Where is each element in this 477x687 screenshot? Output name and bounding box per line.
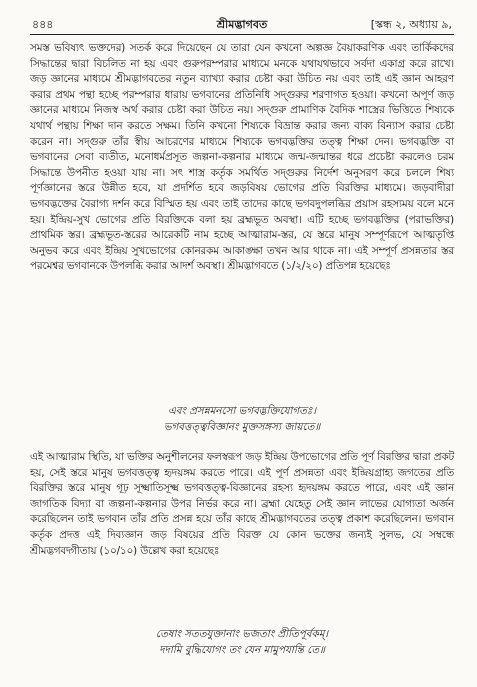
- canto-chapter-label: [স্কন্ধ ২, অধ্যায় ৯,: [370, 18, 452, 31]
- verse-line: এবং প্রসন্নমনসো ভগবদ্ভক্তিযোগতঃ।: [167, 405, 317, 417]
- commentary-paragraph-1: সমস্ত ভবিষ্যৎ ভক্তদের) সতর্ক করে দিয়েছেন যে তারা যেন কখনো অল্পজ্ঞ বৈয়াকরণিক এবং তার্কিকদের সিদ্ধান্তের দ্বারা বিচলিত না হয় এবং গুরুপরম্পরার মাধ্যমে মনকে যথাযথভাবে সর্বদা একাগ্র করে রাখে। জড় জ্ঞানের মাধ্যমে শ্রীমদ্ভাগবতের নতুন ব্যাখ্যা করার চেষ্টা করা উচিত নয় এবং তাই এই জ্ঞান আহরণ করার প্রথম পন্থা হচ্ছে পরম্পরার ধারায় ভগবানের প্রতিনিধি সদ্গুরুর শরণাগত হওয়া। কখনো অপূর্ণ জড় জ্ঞানের মাধ্যমে নিজস্ব অর্থ করার চেষ্টা করা উচিত নয়। সদ্গুরু প্রামাণিক বৈদিক শাস্ত্রের ভিত্তিতে শিষ্যকে যথার্থ পন্থায় শিক্ষা দান করতে সক্ষম। তিনি কখনো শিষ্যকে বিভ্রান্ত করার জন্য বাক্য বিন্যাস করার চেষ্টা করেন না। সদ্গুরু তাঁর স্বীয় আচরণের মাধ্যমে শিষ্যকে ভগবদ্ভক্তির তত্ত্ব শিক্ষা দেন। ভগবদ্ভক্তি বা ভগবানের সেবা ব্যতীত, মনোধর্মপ্রসূত জল্পনা-কল্পনার মাধ্যমে জন্ম-জন্মান্তর ধরে প্রচেষ্টা করলেও চরম সিদ্ধান্তে উপনীত হওয়া যায় না। সৎ শাস্ত্র কর্তৃক সমর্থিত সদ্গুরুর নির্দেশ অনুসরণ করে চললে শিষ্য পূর্ণজ্ঞানের স্তরে উন্নীত হবে, যা প্রদর্শিত হবে জড়বিষয় ভোগের প্রতি বিরক্তির মাধ্যমে। জড়বাদীরা ভগবদ্ভক্তের বৈরাগ্য দর্শন করে বিস্মিত হয় এবং তাই তাদের কাছে ভগবদুপলব্ধির প্রয়াস রহস্যময় বলে মনে হয়। ইন্দ্রিয়-সুখ ভোগের প্রতি বিরক্তিকে বলা হয় ব্রহ্মভূত অবস্থা। এটি হচ্ছে ভগবদ্ভক্তির (পরাভক্তির) প্রাথমিক স্তর। ব্রহ্মভূত-স্তরের আরেকটি নাম হচ্ছে আত্মারাম-স্তর, যে স্তরে মানুষ সম্পূর্ণরূপে আত্মতৃপ্তি অনুভব করে এবং ইন্দ্রিয় সুখভোগের কোনরকম আকাঙ্ক্ষা তখন আর থাকে না। এই সম্পূর্ণ প্রসন্নতার স্তর পরমেশ্বর ভগবানকে উপলব্ধি করার আদর্শ অবস্থা। শ্রীমদ্ভাগবতে (১/২/২০) প্রতিপন্ন হয়েছেঃ: [30, 42, 454, 273]
- page-number: ৪৪৪: [32, 18, 54, 31]
- verse-quote-1: [30, 403, 454, 435]
- verse-line: দদামি বুদ্ধিযোগং তং যেন মামুপযান্তি তে॥: [159, 644, 325, 656]
- verse-line: ভগবত্তত্ত্ববিজ্ঞানং মুক্তসঙ্গস্য জায়তে॥: [163, 421, 321, 433]
- book-title: শ্রীমদ্ভাগবত: [216, 18, 268, 31]
- commentary-paragraph-2: এই আত্মারাম স্থিতি, যা ভক্তির অনুশীলনের ফলস্বরূপ জড় ইন্দ্রিয় উপভোগের প্রতি পূর্ণ বিরক্তির দ্বারা প্রকট হয়, সেই স্তরে মানুষ ভগবত্তত্ত্ব হৃদয়ঙ্গম করতে পারে। এই পূর্ণ প্রসন্নতা এবং ইন্দ্রিয়গ্রাহ্য জগতের প্রতি বিরক্তির স্তরে মানুষ গূঢ় সূক্ষ্মাতিসূক্ষ্ম ভগবত্তত্ত্ব-বিজ্ঞানের রহস্য হৃদয়ঙ্গম করতে পারে, এবং এই জ্ঞান জাগতিক বিদ্যা বা জল্পনা-কল্পনার উপর নির্ভর করে না। ব্রহ্মা যেহেতু সেই জ্ঞান লাভের যোগ্যতা অর্জন করেছিলেন তাই ভগবান তাঁর প্রতি প্রসন্ন হয়ে তাঁর কাছে শ্রীমদ্ভাগবতের তত্ত্ব প্রকাশ করেছিলেন। ভগবান কর্তৃক প্রদত্ত এই দিব্যজ্ঞান জড় বিষয়ের প্রতি বিরক্ত যে কোন ভক্তের জন্যই সুলভ, যে সম্বন্ধে শ্রীমদ্ভগবদ্গীতায় (১০/১০) উল্লেখ করা হয়েছেঃ: [30, 451, 454, 557]
- verse-line: তেষাং সততযুক্তানাং ভজতাং প্রীতিপূর্বকম্।: [155, 628, 329, 640]
- page-header: [32, 14, 452, 34]
- verse-quote-2: [30, 626, 454, 658]
- header-divider: [30, 34, 454, 35]
